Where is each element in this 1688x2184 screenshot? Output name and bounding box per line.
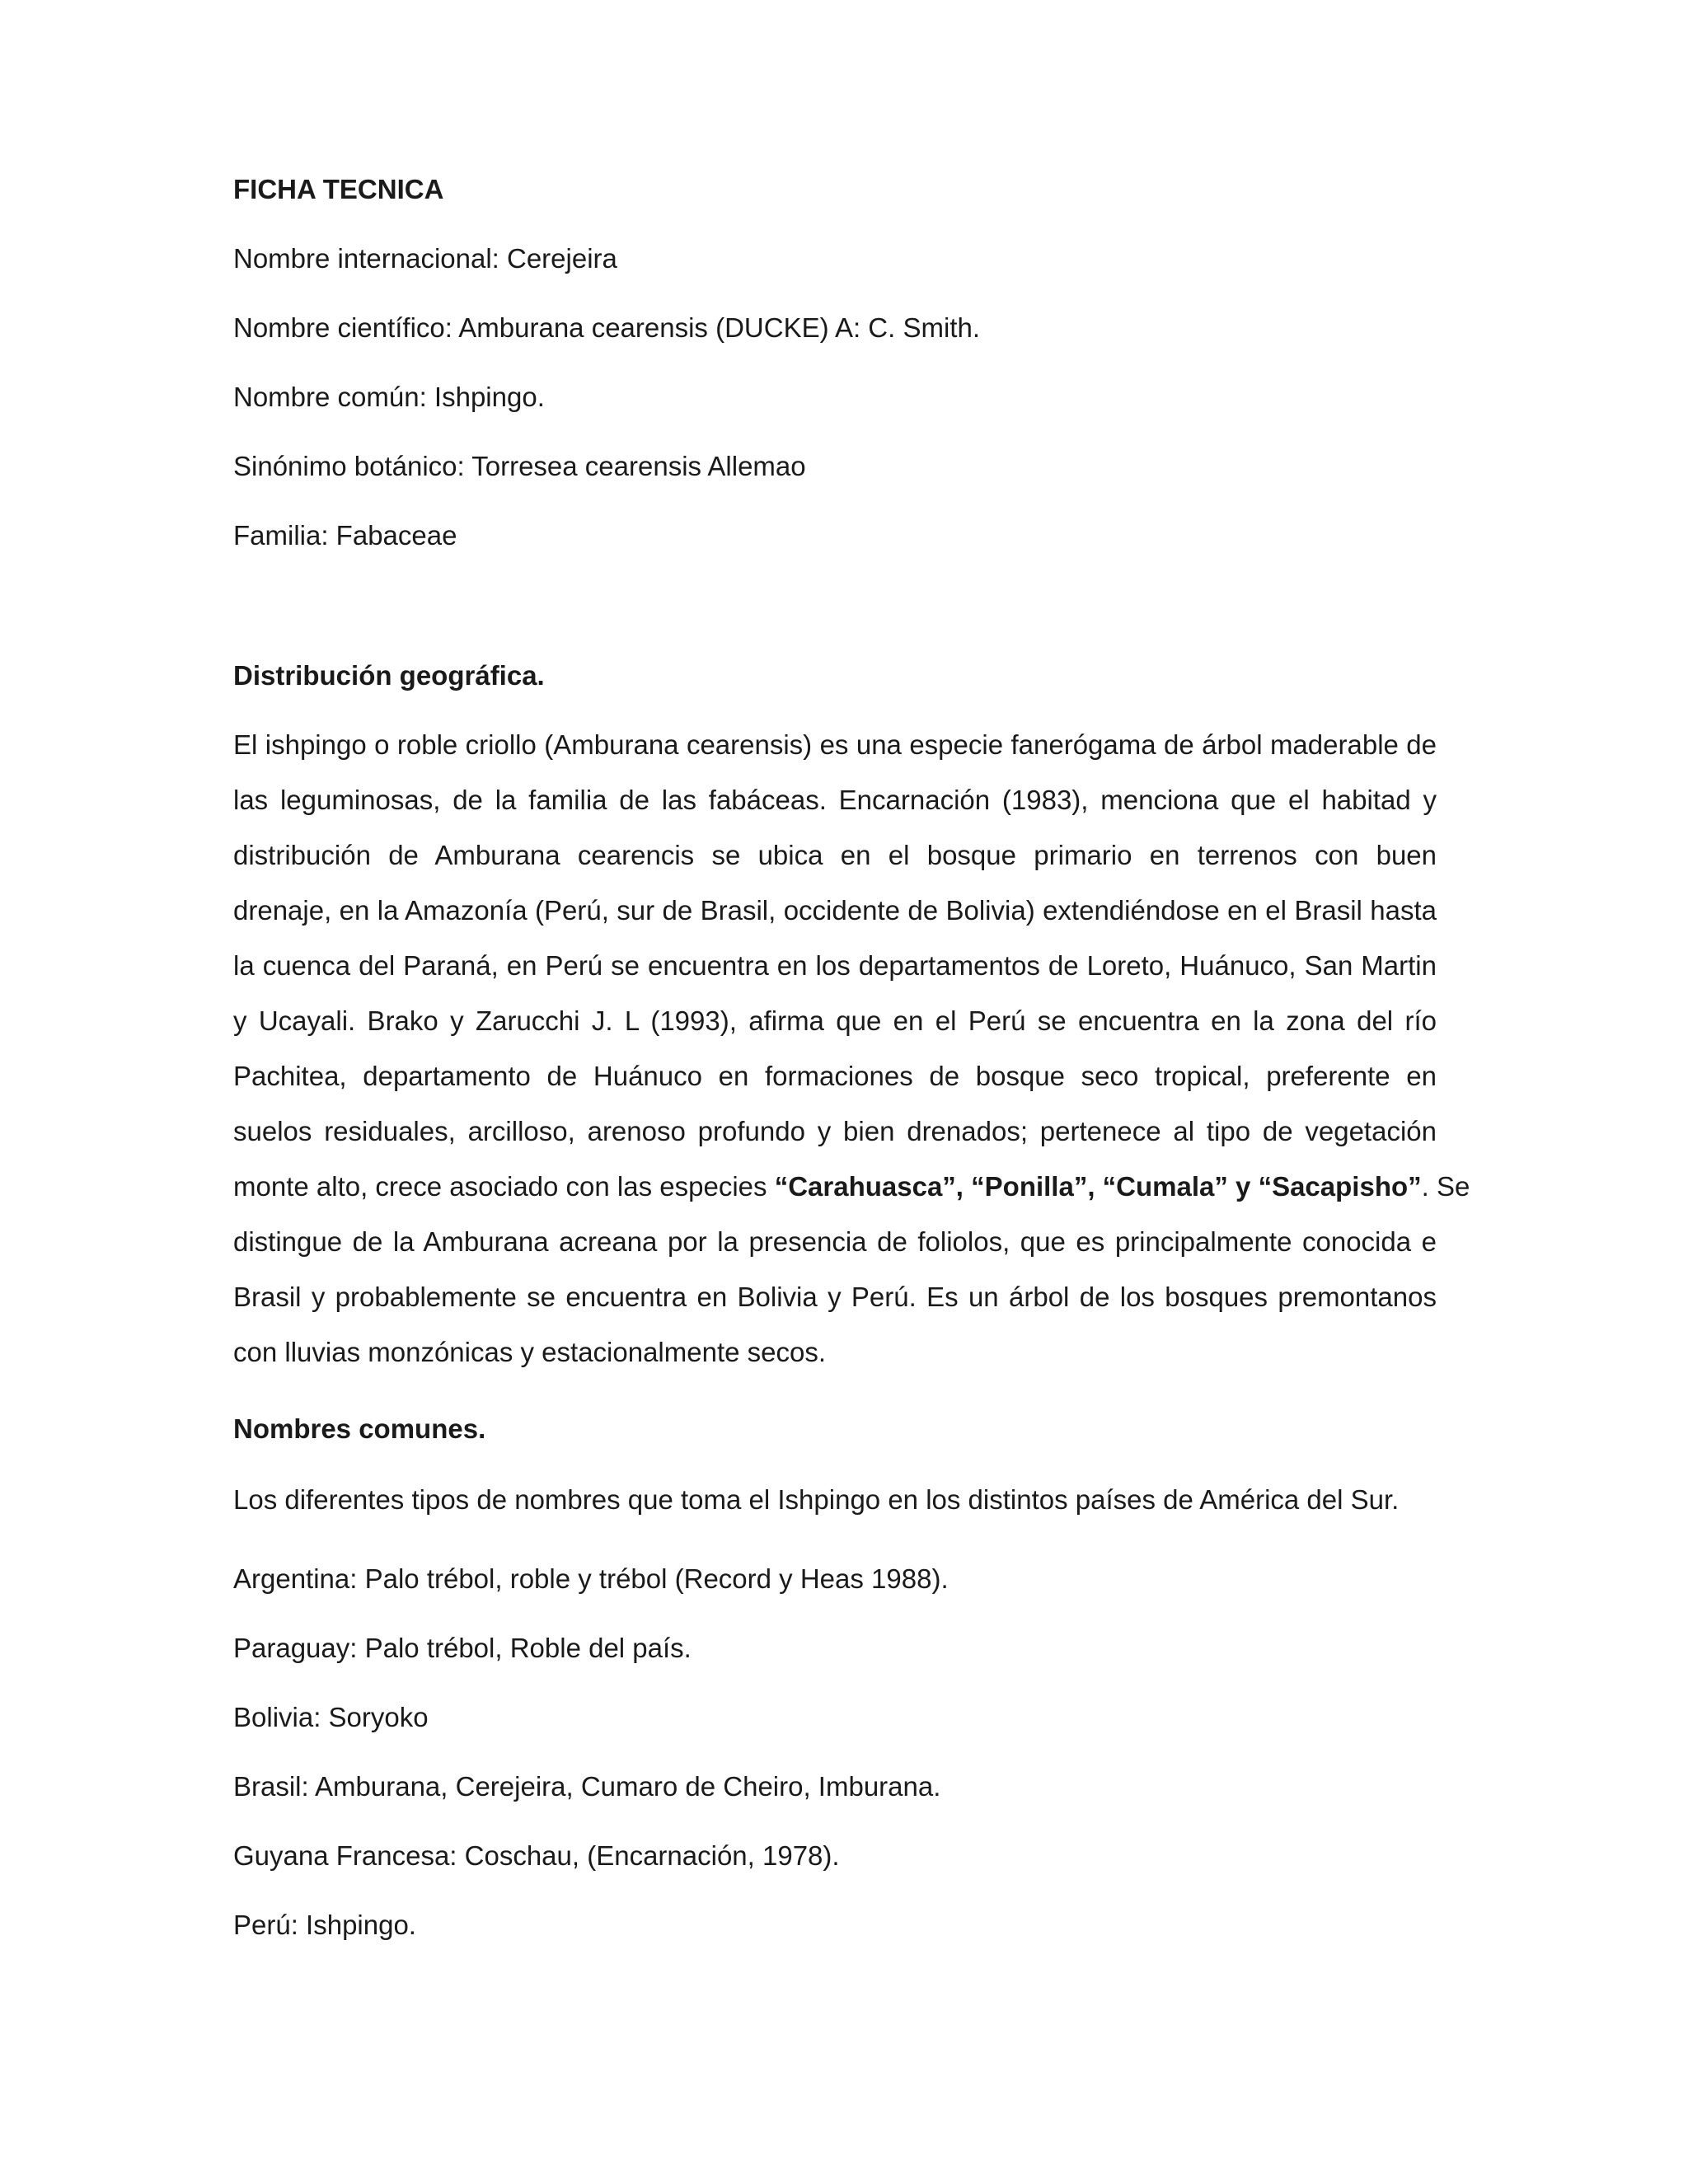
- distribution-paragraph: [233, 717, 1470, 1380]
- paragraph-line: suelos residuales, arcilloso, arenoso profundo y bien drenados; pertenece al tipo de vegetación: [233, 1116, 1437, 1146]
- common-names-intro: Los diferentes tipos de nombres que toma el Ishpingo en los distintos países de América del Sur.: [233, 1484, 1400, 1515]
- paragraph-line: con lluvias monzónicas y estacionalmente secos.: [233, 1337, 827, 1367]
- paragraph-line: la cuenca del Paraná, en Perú se encuentra en los departamentos de Loreto, Huánuco, San Martin: [233, 950, 1437, 981]
- section-heading-common-names: Nombres comunes.: [233, 1413, 486, 1444]
- paragraph-line: Brasil y probablemente se encuentra en Bolivia y Perú. Es un árbol de los bosques premontanos: [233, 1282, 1437, 1312]
- species-text-post: . Se: [1421, 1171, 1470, 1202]
- species-names-bold: “Carahuasca”, “Ponilla”, “Cumala” y “Sacapisho”: [774, 1171, 1422, 1202]
- field-family: Familia: Fabaceae: [233, 520, 457, 551]
- field-botanical-synonym: Sinónimo botánico: Torresea cearensis Allemao: [233, 451, 806, 481]
- section-heading-distribution: Distribución geográfica.: [233, 660, 545, 691]
- paragraph-line: las leguminosas, de la familia de las fabáceas. Encarnación (1983), menciona que el habitad y: [233, 785, 1437, 815]
- paragraph-line-species: [233, 1159, 1470, 1214]
- paragraph-line: drenaje, en la Amazonía (Perú, sur de Brasil, occidente de Bolivia) extendiéndose en el Brasil hasta: [233, 895, 1437, 926]
- paragraph-line: Pachitea, departamento de Huánuco en formaciones de bosque seco tropical, preferente en: [233, 1061, 1437, 1091]
- field-international-name: Nombre internacional: Cerejeira: [233, 243, 617, 274]
- field-scientific-name: Nombre científico: Amburana cearensis (DUCKE) A: C. Smith.: [233, 312, 980, 343]
- common-name-guyana: Guyana Francesa: Coschau, (Encarnación, 1978).: [233, 1840, 840, 1871]
- paragraph-line: El ishpingo o roble criollo (Amburana cearensis) es una especie fanerógama de árbol maderable de: [233, 729, 1437, 760]
- document-title: FICHA TECNICA: [233, 174, 444, 204]
- common-name-bolivia: Bolivia: Soryoko: [233, 1702, 429, 1732]
- paragraph-line: distingue de la Amburana acreana por la presencia de foliolos, que es principalmente conocida e: [233, 1226, 1437, 1257]
- paragraph-line: y Ucayali. Brako y Zarucchi J. L (1993), afirma que en el Perú se encuentra en la zona del río: [233, 1005, 1437, 1036]
- common-name-argentina: Argentina: Palo trébol, roble y trébol (Record y Heas 1988).: [233, 1563, 949, 1594]
- common-name-peru: Perú: Ishpingo.: [233, 1910, 416, 1940]
- field-common-name: Nombre común: Ishpingo.: [233, 382, 545, 412]
- common-name-paraguay: Paraguay: Palo trébol, Roble del país.: [233, 1633, 692, 1663]
- paragraph-line: distribución de Amburana cearencis se ubica en el bosque primario en terrenos con buen: [233, 840, 1437, 870]
- species-text-pre: monte alto, crece asociado con las especies: [233, 1171, 775, 1202]
- common-name-brasil: Brasil: Amburana, Cerejeira, Cumaro de Cheiro, Imburana.: [233, 1771, 941, 1802]
